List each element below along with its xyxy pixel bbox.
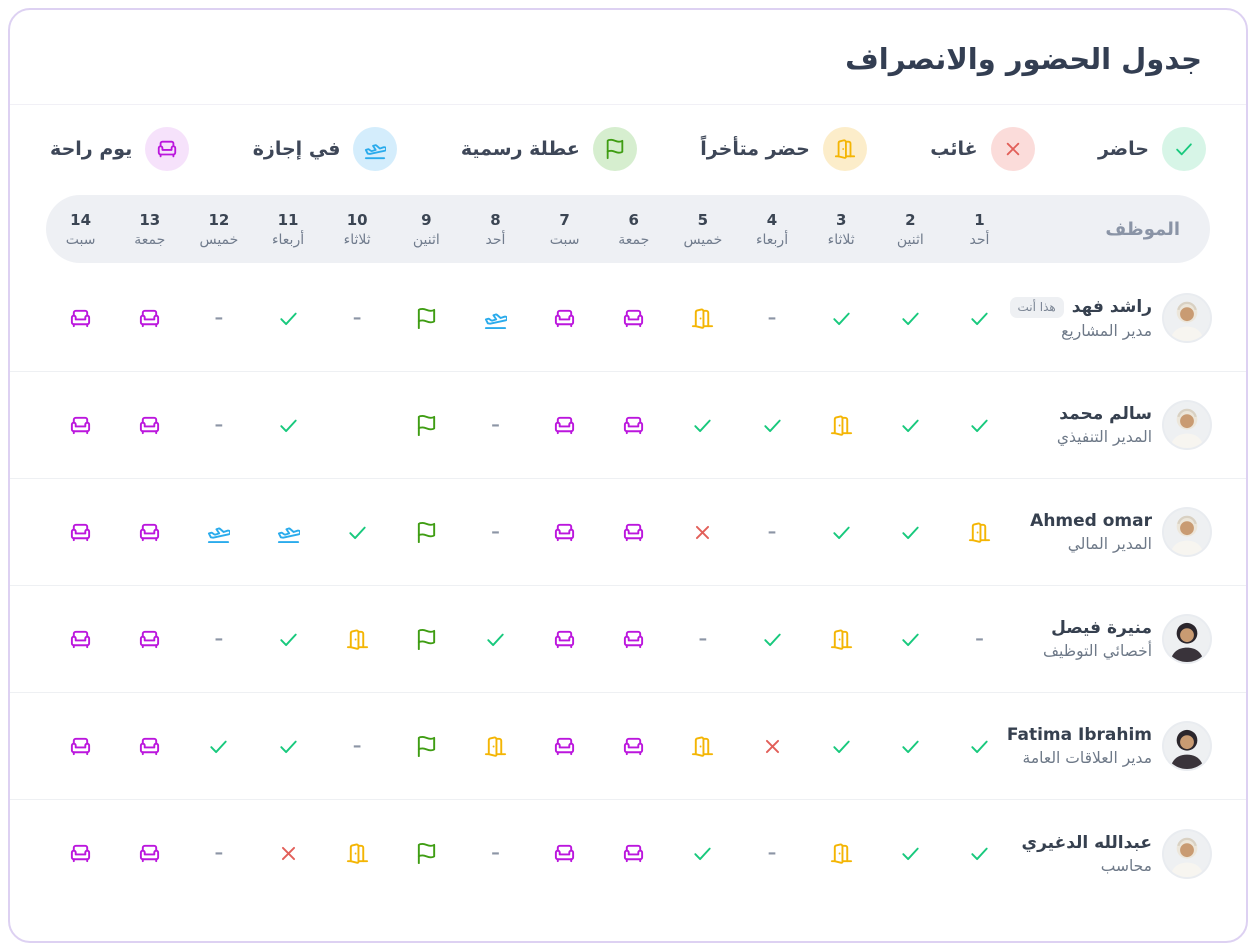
status-cell-day-1-present <box>945 307 1014 330</box>
status-cell-day-13-rest <box>115 842 184 865</box>
armchair-icon <box>622 414 645 437</box>
check-icon <box>830 735 853 758</box>
armchair-icon <box>553 628 576 651</box>
dash-icon: – <box>214 414 224 435</box>
avatar <box>1164 295 1210 341</box>
vacation-legend-icon <box>353 127 397 171</box>
table-row <box>10 693 1246 800</box>
status-cell-day-4-none <box>737 845 806 862</box>
armchair-icon <box>138 307 161 330</box>
status-cell-day-9-holiday <box>392 842 461 865</box>
x-icon <box>277 842 300 865</box>
check-icon <box>691 842 714 865</box>
armchair-icon <box>69 628 92 651</box>
page-title: جدول الحضور والانصراف <box>845 42 1202 76</box>
status-cell-day-3-present <box>807 735 876 758</box>
status-cell-day-10-late <box>323 628 392 651</box>
status-cell-day-7-rest <box>530 414 599 437</box>
employee-name: Fatima Ibrahim <box>1006 725 1152 745</box>
status-cell-day-7-rest <box>530 307 599 330</box>
status-cell-day-10-none <box>323 735 392 756</box>
legend-label: عطلة رسمية <box>460 138 580 160</box>
rest-legend-icon <box>145 127 189 171</box>
status-cell-day-3-present <box>807 307 876 330</box>
day-number: 13 <box>139 210 161 229</box>
employee-name: سالم محمد <box>1059 404 1152 424</box>
armchair-icon <box>553 521 576 544</box>
day-header-5 <box>668 211 737 248</box>
employee-name: راشد فهد <box>1071 297 1152 317</box>
status-cell-day-4-absent <box>737 735 806 758</box>
dash-icon: – <box>698 628 708 649</box>
legend <box>10 105 1246 191</box>
dash-icon: – <box>767 521 777 542</box>
status-cell-day-9-holiday <box>392 735 461 758</box>
check-icon <box>830 521 853 544</box>
employee-cell <box>1014 295 1210 341</box>
employee-cell <box>1014 616 1210 662</box>
day-name: ثلاثاء <box>827 231 855 248</box>
status-cell-day-8-late <box>461 735 530 758</box>
legend-item-absent <box>930 127 1034 171</box>
attendance-card <box>8 8 1248 943</box>
day-header-2 <box>876 211 945 248</box>
day-number: 11 <box>277 210 299 229</box>
legend-item-vacation <box>253 127 398 171</box>
status-cell-day-5-late <box>668 307 737 330</box>
status-cell-day-12-none <box>184 845 253 862</box>
status-cell-day-9-holiday <box>392 414 461 437</box>
status-cell-day-12-none <box>184 414 253 435</box>
status-cell-day-13-rest <box>115 521 184 544</box>
plane-takeoff-icon <box>484 307 507 330</box>
status-cell-day-1-present <box>945 735 1014 758</box>
status-cell-day-7-rest <box>530 842 599 865</box>
day-header-6 <box>599 211 668 248</box>
armchair-icon <box>138 842 161 865</box>
door-open-icon <box>834 138 856 160</box>
dash-icon: – <box>767 843 777 863</box>
door-open-icon <box>968 521 991 544</box>
status-cell-day-14-rest <box>46 735 115 758</box>
day-name: خميس <box>199 231 239 248</box>
status-cell-day-13-rest <box>115 307 184 330</box>
day-name: ثلاثاء <box>343 231 371 248</box>
armchair-icon <box>156 138 178 160</box>
armchair-icon <box>622 307 645 330</box>
x-icon <box>691 521 714 544</box>
plane-takeoff-icon <box>364 138 386 160</box>
day-name: جمعة <box>134 231 166 248</box>
employee-text <box>1022 833 1153 875</box>
status-cell-day-13-rest <box>115 414 184 437</box>
check-icon <box>277 414 300 437</box>
employee-text <box>1006 725 1152 767</box>
status-cell-day-13-rest <box>115 735 184 758</box>
status-cell-day-12-none <box>184 628 253 649</box>
employee-role: مدير المشاريع <box>1061 321 1152 340</box>
check-icon <box>899 414 922 437</box>
day-name: أحد <box>485 231 506 248</box>
status-cell-day-1-present <box>945 842 1014 865</box>
avatar <box>1164 616 1210 662</box>
status-cell-day-14-rest <box>46 842 115 865</box>
day-header-4 <box>737 211 806 248</box>
man-ghutra-avatar-illustration <box>1164 509 1210 555</box>
armchair-icon <box>69 414 92 437</box>
day-header-7 <box>530 211 599 248</box>
man-ghutra-avatar-illustration <box>1164 402 1210 448</box>
legend-label: غائب <box>930 138 978 160</box>
check-icon <box>830 307 853 330</box>
employee-column-header: الموظف <box>1105 218 1180 240</box>
day-number: 5 <box>697 210 709 229</box>
status-cell-day-2-present <box>876 842 945 865</box>
armchair-icon <box>553 842 576 865</box>
status-cell-day-10-none <box>323 307 392 328</box>
table-row <box>10 372 1246 479</box>
woman-hijab-avatar-illustration <box>1164 723 1210 769</box>
day-header-13 <box>115 211 184 248</box>
day-number: 2 <box>905 210 916 229</box>
status-cell-day-6-rest <box>599 307 668 330</box>
dash-icon: – <box>214 307 224 328</box>
armchair-icon <box>138 628 161 651</box>
flag-icon <box>415 842 438 865</box>
status-cell-day-1-none <box>945 628 1014 649</box>
status-cell-day-4-present <box>737 414 806 437</box>
door-open-icon <box>691 735 714 758</box>
status-cell-day-8-present <box>461 628 530 651</box>
check-icon <box>968 307 991 330</box>
day-number: 4 <box>766 210 778 229</box>
status-cell-day-8-none <box>461 845 530 862</box>
armchair-icon <box>622 521 645 544</box>
check-icon <box>277 735 300 758</box>
title-bar <box>10 10 1246 105</box>
flag-icon <box>415 735 438 758</box>
dash-icon: – <box>975 628 984 649</box>
status-cell-day-6-rest <box>599 735 668 758</box>
check-icon <box>691 414 714 437</box>
status-cell-day-2-present <box>876 307 945 330</box>
late-legend-icon <box>823 127 867 171</box>
employee-role: المدير التنفيذي <box>1056 428 1152 446</box>
legend-label: في إجازة <box>252 138 341 160</box>
employee-cell <box>1014 831 1210 877</box>
status-cell-day-9-holiday <box>392 307 461 330</box>
status-cell-day-7-rest <box>530 521 599 544</box>
avatar <box>1164 831 1210 877</box>
employee-cell <box>1006 723 1210 769</box>
status-cell-day-14-rest <box>46 521 115 544</box>
check-icon <box>968 842 991 865</box>
status-cell-day-13-rest <box>115 628 184 651</box>
day-number: 10 <box>346 210 368 229</box>
door-open-icon <box>346 842 369 865</box>
legend-label: يوم راحة <box>50 138 133 160</box>
status-cell-day-2-present <box>876 628 945 651</box>
armchair-icon <box>69 521 92 544</box>
legend-item-holiday <box>461 127 637 171</box>
day-header-14 <box>46 211 115 248</box>
check-icon <box>277 307 300 330</box>
status-cell-day-5-late <box>668 735 737 758</box>
check-icon <box>761 628 784 651</box>
status-cell-day-11-present <box>253 414 322 437</box>
day-number: 1 <box>974 210 985 229</box>
status-cell-day-7-rest <box>530 628 599 651</box>
avatar <box>1164 402 1210 448</box>
status-cell-day-8-none <box>461 414 530 435</box>
status-cell-day-6-rest <box>599 628 668 651</box>
status-cell-day-11-vacation <box>253 521 322 544</box>
status-cell-day-2-present <box>876 521 945 544</box>
flag-icon <box>415 628 438 651</box>
dash-icon: – <box>767 307 777 328</box>
status-cell-day-3-late <box>807 414 876 437</box>
status-cell-day-6-rest <box>599 842 668 865</box>
status-cell-day-1-present <box>945 414 1014 437</box>
check-icon <box>899 842 922 865</box>
flag-icon <box>415 414 438 437</box>
status-cell-day-8-none <box>461 521 530 542</box>
status-cell-day-12-none <box>184 307 253 328</box>
table-row <box>10 586 1246 693</box>
flag-icon <box>604 138 626 160</box>
day-name: أربعاء <box>755 231 789 248</box>
status-cell-day-11-present <box>253 628 322 651</box>
day-name: سبت <box>65 231 96 248</box>
status-cell-day-12-vacation <box>184 521 253 544</box>
dash-icon: – <box>352 307 362 328</box>
table-row <box>10 265 1246 372</box>
armchair-icon <box>553 414 576 437</box>
day-name: أربعاء <box>271 231 305 248</box>
flag-icon <box>415 307 438 330</box>
employee-text <box>1014 297 1152 340</box>
door-open-icon <box>830 842 853 865</box>
armchair-icon <box>622 628 645 651</box>
day-number: 3 <box>835 210 847 229</box>
door-open-icon <box>691 307 714 330</box>
status-cell-day-9-holiday <box>392 521 461 544</box>
employee-role: مدير العلاقات العامة <box>1022 749 1152 767</box>
status-cell-day-14-rest <box>46 307 115 330</box>
status-cell-day-12-present <box>184 735 253 758</box>
day-header-12 <box>184 211 253 248</box>
check-icon <box>277 628 300 651</box>
status-cell-day-11-present <box>253 307 322 330</box>
x-icon <box>761 735 784 758</box>
check-icon <box>899 735 922 758</box>
dash-icon: – <box>491 414 500 435</box>
dash-icon: – <box>491 521 500 542</box>
status-cell-day-7-rest <box>530 735 599 758</box>
holiday-legend-icon <box>593 127 637 171</box>
armchair-icon <box>622 842 645 865</box>
check-icon <box>761 414 784 437</box>
flag-icon <box>415 521 438 544</box>
status-cell-day-1-late <box>945 521 1014 544</box>
legend-item-late <box>700 127 867 171</box>
armchair-icon <box>138 414 161 437</box>
check-icon <box>968 735 991 758</box>
you-badge: هذا أنت <box>1010 297 1064 318</box>
armchair-icon <box>622 735 645 758</box>
employee-role: أخصائي التوظيف <box>1043 642 1152 660</box>
armchair-icon <box>553 307 576 330</box>
day-name: أحد <box>969 231 990 248</box>
man-ghutra-avatar-illustration <box>1164 295 1210 341</box>
day-number: 8 <box>490 210 501 229</box>
dash-icon: – <box>214 843 224 863</box>
check-icon <box>484 628 507 651</box>
check-icon <box>1173 138 1195 160</box>
plane-takeoff-icon <box>207 521 230 544</box>
status-cell-day-4-none <box>737 521 806 542</box>
table-rows <box>10 265 1246 907</box>
status-cell-day-4-present <box>737 628 806 651</box>
day-number: 9 <box>421 210 432 229</box>
status-cell-day-3-late <box>807 842 876 865</box>
day-name: اثنين <box>896 231 924 248</box>
avatar <box>1164 509 1210 555</box>
absent-legend-icon <box>991 127 1035 171</box>
table-row <box>10 800 1246 907</box>
day-number: 6 <box>628 210 639 229</box>
day-name: سبت <box>549 231 580 248</box>
status-cell-day-9-holiday <box>392 628 461 651</box>
armchair-icon <box>69 735 92 758</box>
legend-label: حضر متأخراً <box>700 138 810 160</box>
check-icon <box>899 521 922 544</box>
status-cell-day-2-present <box>876 735 945 758</box>
legend-item-rest <box>50 127 189 171</box>
day-number: 12 <box>208 210 230 229</box>
days-header <box>46 195 1210 263</box>
employee-role: محاسب <box>1100 856 1152 875</box>
status-cell-day-6-rest <box>599 521 668 544</box>
status-cell-day-5-absent <box>668 521 737 544</box>
employee-text <box>1030 511 1152 553</box>
status-cell-day-3-late <box>807 628 876 651</box>
status-cell-day-5-present <box>668 414 737 437</box>
status-cell-day-10-late <box>323 842 392 865</box>
dash-icon: – <box>214 628 224 649</box>
status-cell-day-10-present <box>323 521 392 544</box>
employee-cell <box>1014 509 1210 555</box>
table-row <box>10 479 1246 586</box>
employee-cell <box>1014 402 1210 448</box>
day-number: 14 <box>70 210 92 229</box>
avatar <box>1164 723 1210 769</box>
check-icon <box>899 628 922 651</box>
status-cell-day-8-vacation <box>461 307 530 330</box>
dash-icon: – <box>352 735 362 756</box>
employee-name: Ahmed omar <box>1030 511 1152 531</box>
day-name: اثنين <box>412 231 440 248</box>
status-cell-day-6-rest <box>599 414 668 437</box>
day-header-9 <box>392 211 461 248</box>
armchair-icon <box>553 735 576 758</box>
employee-text <box>1057 404 1152 446</box>
legend-item-present <box>1098 127 1206 171</box>
door-open-icon <box>346 628 369 651</box>
status-cell-day-11-present <box>253 735 322 758</box>
check-icon <box>346 521 369 544</box>
day-header-1 <box>945 211 1014 248</box>
check-icon <box>207 735 230 758</box>
armchair-icon <box>69 307 92 330</box>
employee-role: المدير المالي <box>1067 535 1152 553</box>
day-name: جمعة <box>618 231 650 248</box>
status-cell-day-5-present <box>668 842 737 865</box>
armchair-icon <box>138 521 161 544</box>
woman-hijab-avatar-illustration <box>1164 616 1210 662</box>
employee-text <box>1043 618 1152 660</box>
day-number: 7 <box>559 210 570 229</box>
day-header-3 <box>807 211 876 248</box>
dash-icon: – <box>491 843 500 863</box>
man-ghutra-avatar-illustration <box>1164 831 1210 877</box>
door-open-icon <box>830 414 853 437</box>
status-cell-day-2-present <box>876 414 945 437</box>
status-cell-day-3-present <box>807 521 876 544</box>
employee-name: عبدالله الدغيري <box>1021 832 1152 853</box>
door-open-icon <box>484 735 507 758</box>
employee-name: منيرة فيصل <box>1051 618 1152 638</box>
status-cell-day-14-rest <box>46 414 115 437</box>
day-name: خميس <box>683 231 723 248</box>
legend-label: حاضر <box>1097 138 1149 160</box>
armchair-icon <box>138 735 161 758</box>
check-icon <box>968 414 991 437</box>
status-cell-day-14-rest <box>46 628 115 651</box>
x-icon <box>1002 138 1024 160</box>
day-header-11 <box>253 211 322 248</box>
door-open-icon <box>830 628 853 651</box>
status-cell-day-11-absent <box>253 842 322 865</box>
present-legend-icon <box>1162 127 1206 171</box>
day-header-10 <box>323 211 392 248</box>
armchair-icon <box>69 842 92 865</box>
check-icon <box>899 307 922 330</box>
status-cell-day-5-none <box>668 628 737 649</box>
plane-takeoff-icon <box>277 521 300 544</box>
status-cell-day-4-none <box>737 307 806 328</box>
day-header-8 <box>461 211 530 248</box>
